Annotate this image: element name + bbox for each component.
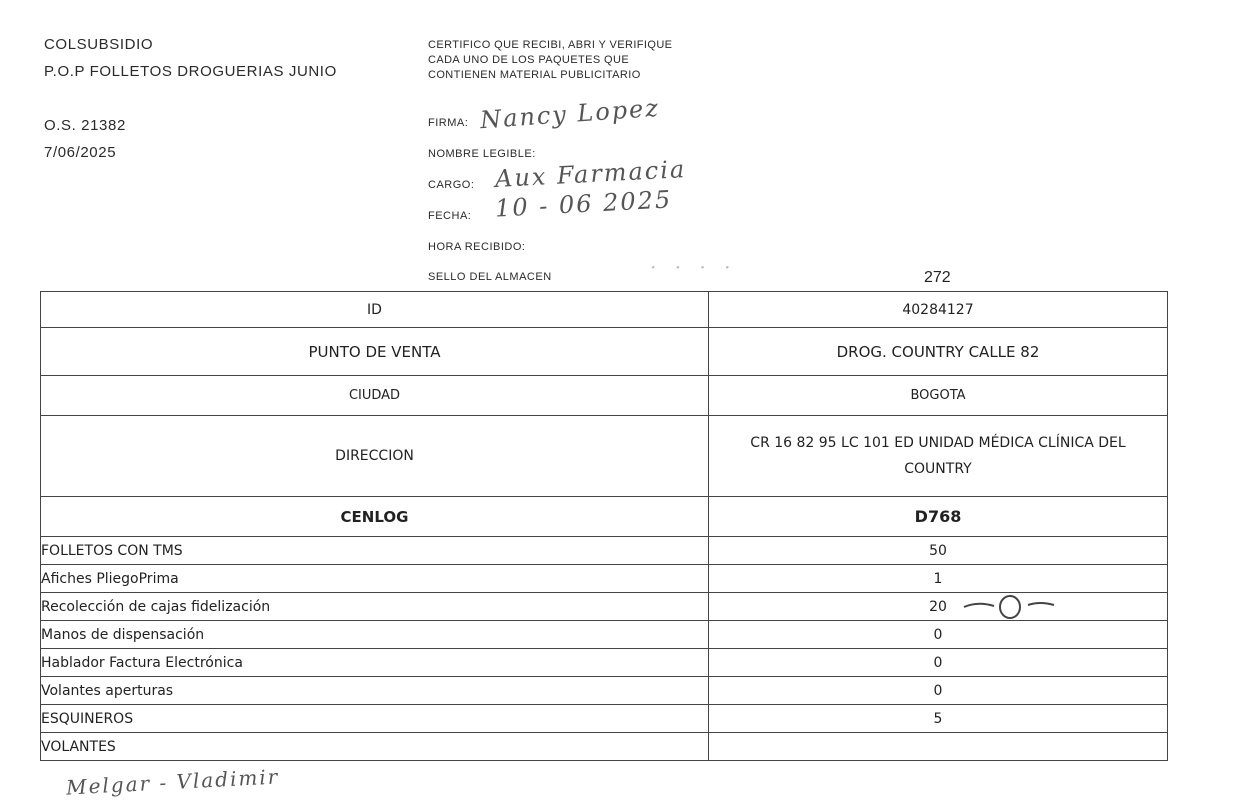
value-direccion: CR 16 82 95 LC 101 ED UNIDAD MÉDICA CLÍNICA DEL COUNTRY: [709, 416, 1168, 497]
label-direccion: DIRECCION: [41, 416, 709, 497]
item-label: Recolección de cajas fidelización: [41, 593, 709, 621]
fecha-handwritten: 10 - 06 2025: [494, 185, 673, 223]
order-number: O.S. 21382: [44, 117, 126, 134]
footer-handwriting: Melgar - Vladimir: [65, 764, 280, 800]
item-label: Afiches PliegoPrima: [41, 565, 709, 593]
value-cenlog: D768: [709, 497, 1168, 537]
cargo-label: CARGO:: [428, 179, 475, 191]
sello-almacen-label: SELLO DEL ALMACEN: [428, 271, 552, 283]
item-qty: 1: [709, 565, 1168, 593]
item-label: FOLLETOS CON TMS: [41, 537, 709, 565]
item-label: Hablador Factura Electrónica: [41, 649, 709, 677]
table-row-item: [41, 733, 1168, 761]
company-name: COLSUBSIDIO: [44, 36, 154, 53]
item-qty: 20: [709, 593, 1168, 621]
item-label: Volantes aperturas: [41, 677, 709, 705]
handwritten-circle-mark: [962, 593, 1062, 623]
label-cenlog: CENLOG: [41, 497, 709, 537]
item-qty: 0: [709, 649, 1168, 677]
label-ciudad: CIUDAD: [41, 376, 709, 416]
fecha-label: FECHA:: [428, 210, 472, 222]
value-punto-venta: DROG. COUNTRY CALLE 82: [709, 328, 1168, 376]
item-label: VOLANTES: [41, 733, 709, 761]
item-qty: 50: [709, 537, 1168, 565]
table-row-item: [41, 649, 1168, 677]
table-row-punto-venta: [41, 328, 1168, 376]
faint-stamp: · · · ·: [650, 255, 737, 279]
cargo-handwritten: Aux Farmacia: [494, 155, 687, 193]
value-id: 40284127: [709, 292, 1168, 328]
campaign-title: P.O.P FOLLETOS DROGUERIAS JUNIO: [44, 63, 337, 80]
table-row-item: [41, 705, 1168, 733]
document-date: 7/06/2025: [44, 144, 117, 161]
item-qty: 0: [709, 621, 1168, 649]
firma-label: FIRMA:: [428, 117, 469, 129]
certificate-statement: CERTIFICO QUE RECIBI, ABRI Y VERIFIQUE CADA UNO DE LOS PAQUETES QUE CONTIENEN MATERIAL PUBLICITARIO: [428, 39, 673, 81]
table-row-ciudad: [41, 376, 1168, 416]
table-row-item: [41, 677, 1168, 705]
table-row-item: [41, 565, 1168, 593]
table-row-id: [41, 292, 1168, 328]
delivery-table: [40, 291, 1168, 761]
firma-signature: Nancy Lopez: [479, 93, 661, 135]
item-label: ESQUINEROS: [41, 705, 709, 733]
table-row-cenlog: [41, 497, 1168, 537]
item-label: Manos de dispensación: [41, 621, 709, 649]
table-row-direccion: [41, 416, 1168, 497]
table-row-item: [41, 537, 1168, 565]
nombre-legible-label: NOMBRE LEGIBLE:: [428, 148, 536, 160]
value-ciudad: BOGOTA: [709, 376, 1168, 416]
page-number: 272: [924, 269, 951, 286]
item-qty: 0: [709, 677, 1168, 705]
table-row-item: [41, 621, 1168, 649]
item-qty: 5: [709, 705, 1168, 733]
item-qty: [709, 733, 1168, 761]
label-id: ID: [41, 292, 709, 328]
hora-recibido-label: HORA RECIBIDO:: [428, 241, 526, 253]
label-punto-venta: PUNTO DE VENTA: [41, 328, 709, 376]
